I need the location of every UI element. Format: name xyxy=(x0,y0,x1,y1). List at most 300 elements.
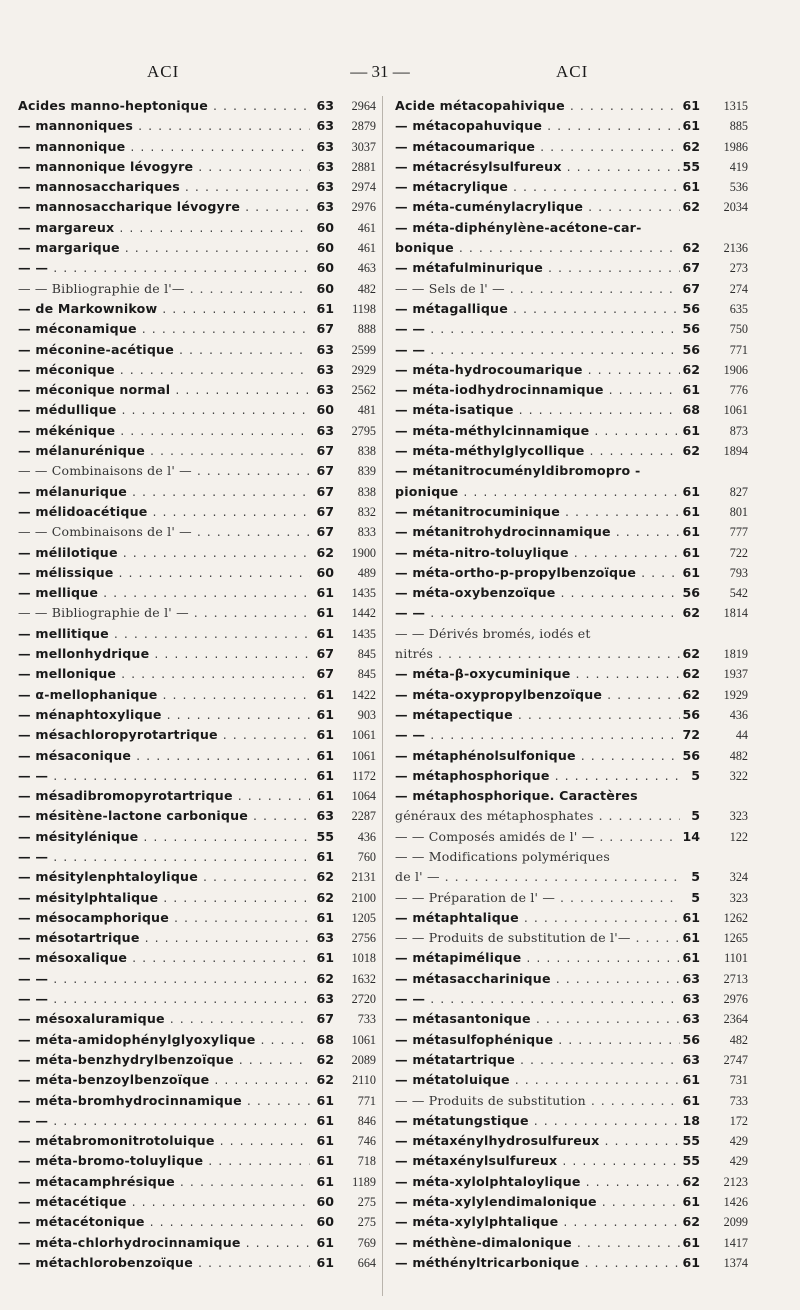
entry-volume: 62 xyxy=(682,443,700,459)
entry-term: — mésoxalique . . . xyxy=(18,948,310,968)
index-entry xyxy=(18,705,378,725)
index-entry xyxy=(395,279,750,299)
index-entry xyxy=(18,1050,378,1070)
entry-volume: 61 xyxy=(316,848,334,864)
entry-volume: 62 xyxy=(682,605,700,621)
index-entry xyxy=(18,664,378,684)
entry-term: — méta-bromo-toluylique . . . xyxy=(18,1151,310,1171)
entry-term: — méta-méthylcinnamique . . . xyxy=(395,421,680,441)
entry-page: 1900 xyxy=(351,545,376,560)
index-entry xyxy=(395,989,750,1009)
entry-volume: 61 xyxy=(316,767,334,783)
entry-term: — — Préparation de l' — . . . xyxy=(395,888,680,908)
entry-term: — α-mellophanique . . . xyxy=(18,685,310,705)
entry-term: — métatoluique . . . xyxy=(395,1070,680,1090)
entry-page: 845 xyxy=(357,647,376,662)
entry-page: 1101 xyxy=(724,951,748,966)
index-entry xyxy=(18,177,378,197)
entry-page: 664 xyxy=(357,1255,376,1270)
entry-volume: 67 xyxy=(316,483,334,499)
entry-volume: 55 xyxy=(682,158,700,174)
index-entry xyxy=(18,116,378,136)
entry-term: — mélanurénique . . . xyxy=(18,441,310,461)
index-entry xyxy=(18,1233,378,1253)
index-entry xyxy=(18,766,378,786)
entry-page: 275 xyxy=(357,1215,376,1230)
entry-page: 44 xyxy=(735,728,748,743)
entry-term: — — Sels de l' — . . . xyxy=(395,279,680,299)
entry-volume: 61 xyxy=(316,727,334,743)
entry-volume: 62 xyxy=(316,869,334,885)
entry-volume: 67 xyxy=(316,443,334,459)
entry-page: 1018 xyxy=(351,951,376,966)
index-entry xyxy=(395,340,750,360)
entry-volume: 61 xyxy=(316,1254,334,1270)
entry-page: 482 xyxy=(357,281,376,296)
running-header xyxy=(0,62,800,86)
index-entry xyxy=(18,786,378,806)
entry-term: — — . . . xyxy=(18,766,310,786)
index-entry xyxy=(395,319,750,339)
entry-volume: 56 xyxy=(682,321,700,337)
entry-volume: 62 xyxy=(682,646,700,662)
entry-page: 172 xyxy=(729,1113,748,1128)
entry-page: 2720 xyxy=(351,992,376,1007)
entry-page: 2747 xyxy=(723,1052,748,1067)
entry-page: 536 xyxy=(729,180,748,195)
index-entry xyxy=(395,705,750,725)
entry-volume: 62 xyxy=(316,889,334,905)
entry-volume: 67 xyxy=(682,260,700,276)
entry-page: 461 xyxy=(357,220,376,235)
entry-page: 903 xyxy=(357,707,376,722)
index-entry xyxy=(18,441,378,461)
index-entry xyxy=(18,1172,378,1192)
entry-page: 1894 xyxy=(723,444,748,459)
entry-term: — méta-hydrocoumarique . . . xyxy=(395,360,680,380)
entry-page: 2599 xyxy=(351,342,376,357)
index-entry xyxy=(18,1192,378,1212)
entry-volume: 62 xyxy=(682,1173,700,1189)
index-entry xyxy=(18,1111,378,1131)
index-entry xyxy=(395,725,750,745)
index-entry xyxy=(395,238,750,258)
entry-term: — mannonique lévogyre . . . xyxy=(18,157,310,177)
entry-volume: 60 xyxy=(316,402,334,418)
entry-volume: 61 xyxy=(316,706,334,722)
entry-page: 838 xyxy=(357,444,376,459)
entry-term: — métacrésylsulfureux . . . xyxy=(395,157,680,177)
index-entry xyxy=(395,522,750,542)
entry-term: — mellonhydrique . . . xyxy=(18,644,310,664)
index-entry xyxy=(18,543,378,563)
entry-term: — méthényltricarbonique . . . xyxy=(395,1253,680,1273)
entry-page: 1819 xyxy=(723,647,748,662)
entry-volume: 63 xyxy=(682,1051,700,1067)
entry-page: 2929 xyxy=(351,362,376,377)
entry-volume: 61 xyxy=(316,1092,334,1108)
entry-page: 733 xyxy=(357,1012,376,1027)
index-entry xyxy=(395,543,750,563)
entry-page: 2100 xyxy=(351,890,376,905)
entry-term: Acides manno-heptonique . . . xyxy=(18,96,310,116)
entry-term: — mésocamphorique . . . xyxy=(18,908,310,928)
entry-volume: 61 xyxy=(682,422,700,438)
entry-term: — métaphénolsulfonique . . . xyxy=(395,746,680,766)
entry-term: — — Combinaisons de l' — . . . xyxy=(18,461,310,481)
header-right-keyword: ACI xyxy=(556,62,589,81)
entry-term: — — . . . xyxy=(18,1111,310,1131)
index-entry xyxy=(18,583,378,603)
entry-term: — — . . . xyxy=(395,603,680,623)
entry-page: 2110 xyxy=(352,1073,376,1088)
entry-page: 1198 xyxy=(352,301,376,316)
entry-page: 722 xyxy=(729,545,748,560)
entry-volume: 63 xyxy=(316,361,334,377)
index-entry xyxy=(18,279,378,299)
entry-term: — margarique . . . xyxy=(18,238,310,258)
index-entry xyxy=(395,624,750,644)
index-entry xyxy=(18,725,378,745)
entry-page: 2964 xyxy=(351,99,376,113)
entry-term: — mésaconique . . . xyxy=(18,746,310,766)
index-entry xyxy=(395,1030,750,1050)
entry-term: — médullique . . . xyxy=(18,400,310,420)
entry-volume: 5 xyxy=(691,869,700,885)
index-column-left xyxy=(18,96,378,1273)
entry-volume: 63 xyxy=(316,179,334,195)
entry-volume: 67 xyxy=(316,1011,334,1027)
entry-page: 1422 xyxy=(351,687,376,702)
entry-term: — mélanurique . . . xyxy=(18,482,310,502)
index-entry xyxy=(395,888,750,908)
entry-page: 1061 xyxy=(723,403,748,418)
entry-term: pionique . . . xyxy=(395,482,680,502)
index-entry xyxy=(395,1009,750,1029)
entry-volume: 63 xyxy=(316,382,334,398)
entry-page: 760 xyxy=(357,849,376,864)
index-entry xyxy=(395,421,750,441)
index-entry xyxy=(395,400,750,420)
index-entry xyxy=(395,786,750,806)
index-entry xyxy=(18,299,378,319)
entry-page: 122 xyxy=(729,829,748,844)
index-entry xyxy=(395,644,750,664)
index-entry xyxy=(395,928,750,948)
index-entry xyxy=(395,1233,750,1253)
entry-volume: 56 xyxy=(682,706,700,722)
entry-volume: 61 xyxy=(682,1194,700,1210)
entry-volume: 60 xyxy=(316,219,334,235)
entry-term: — — . . . xyxy=(18,989,310,1009)
index-entry xyxy=(395,441,750,461)
entry-page: 846 xyxy=(357,1113,376,1128)
entry-term: — — Bibliographie de l' — . . . xyxy=(18,603,310,623)
entry-term: — métapectique . . . xyxy=(395,705,680,725)
index-entry xyxy=(395,603,750,623)
entry-term: — mannoniques . . . xyxy=(18,116,310,136)
entry-page: 482 xyxy=(729,748,748,763)
entry-term: — — . . . xyxy=(18,847,310,867)
entry-volume: 61 xyxy=(316,788,334,804)
entry-volume: 62 xyxy=(682,138,700,154)
entry-volume: 62 xyxy=(682,686,700,702)
index-entry xyxy=(18,685,378,705)
index-entry xyxy=(395,197,750,217)
index-entry xyxy=(18,1151,378,1171)
index-entry xyxy=(18,258,378,278)
index-entry xyxy=(395,1050,750,1070)
entry-volume: 5 xyxy=(691,767,700,783)
entry-page: 1374 xyxy=(723,1255,748,1270)
entry-volume: 61 xyxy=(316,605,334,621)
entry-term: — métaphosphorique . . . xyxy=(395,766,680,786)
entry-volume: 61 xyxy=(682,930,700,946)
index-entry xyxy=(18,989,378,1009)
entry-term: — méta-iodhydrocinnamique . . . xyxy=(395,380,680,400)
entry-volume: 56 xyxy=(682,341,700,357)
entry-term: de l' — . . . xyxy=(395,867,680,887)
entry-volume: 60 xyxy=(316,564,334,580)
index-entry xyxy=(18,197,378,217)
entry-term: — métagallique . . . xyxy=(395,299,680,319)
entry-term: — méta-β-oxycuminique . . . xyxy=(395,664,680,684)
entry-volume: 61 xyxy=(682,382,700,398)
entry-term: — — . . . xyxy=(395,725,680,745)
entry-term: — ménaphtoxylique . . . xyxy=(18,705,310,725)
entry-page: 1061 xyxy=(351,748,376,763)
entry-page: 1814 xyxy=(723,606,748,621)
index-entry xyxy=(395,1131,750,1151)
entry-term: — métacétonique . . . xyxy=(18,1212,310,1232)
index-entry xyxy=(395,847,750,867)
index-entry xyxy=(18,157,378,177)
entry-term: — mélidoacétique . . . xyxy=(18,502,310,522)
index-entry xyxy=(395,867,750,887)
entry-term: — — Dérivés bromés, iodés et xyxy=(395,625,591,641)
index-entry xyxy=(395,969,750,989)
entry-volume: 68 xyxy=(316,1031,334,1047)
entry-volume: 62 xyxy=(316,1051,334,1067)
entry-volume: 61 xyxy=(316,300,334,316)
entry-volume: 61 xyxy=(682,98,700,113)
entry-term: — mannosaccharique lévogyre . . . xyxy=(18,197,310,217)
entry-page: 1061 xyxy=(351,1032,376,1047)
entry-volume: 60 xyxy=(316,240,334,256)
entry-page: 2123 xyxy=(723,1174,748,1189)
entry-term: — — . . . xyxy=(395,989,680,1009)
index-entry xyxy=(18,96,378,116)
entry-term: — — Produits de substitution de l'— . . . xyxy=(395,928,680,948)
index-entry xyxy=(18,928,378,948)
entry-volume: 61 xyxy=(682,524,700,540)
entry-page: 2976 xyxy=(723,992,748,1007)
entry-term: — mellitique . . . xyxy=(18,624,310,644)
entry-term: — méta-isatique . . . xyxy=(395,400,680,420)
entry-term: — méta-benzhydrylbenzoïque . . . xyxy=(18,1050,310,1070)
entry-term: — mésachloropyrotartrique . . . xyxy=(18,725,310,745)
entry-term: — mannosacchariques . . . xyxy=(18,177,310,197)
entry-page: 1937 xyxy=(723,667,748,682)
entry-term: — méta-xylylphtalique . . . xyxy=(395,1212,680,1232)
entry-page: 733 xyxy=(729,1093,748,1108)
index-entry xyxy=(18,847,378,867)
entry-page: 436 xyxy=(357,829,376,844)
entry-term: — métacamphrésique . . . xyxy=(18,1172,310,1192)
entry-page: 838 xyxy=(357,484,376,499)
entry-term: — métatungstique . . . xyxy=(395,1111,680,1131)
entry-term: — méta-bromhydrocinnamique . . . xyxy=(18,1091,310,1111)
index-entry xyxy=(18,1070,378,1090)
index-entry xyxy=(395,1212,750,1232)
entry-volume: 55 xyxy=(316,828,334,844)
entry-term: — métanitrohydrocinnamique . . . xyxy=(395,522,680,542)
entry-page: 2136 xyxy=(723,241,748,256)
entry-page: 461 xyxy=(357,241,376,256)
entry-term: — — Produits de substitution . . . xyxy=(395,1091,680,1111)
index-entry xyxy=(18,218,378,238)
entry-volume: 61 xyxy=(316,625,334,641)
entry-page: 2976 xyxy=(351,200,376,215)
entry-page: 273 xyxy=(729,261,748,276)
entry-term: — méconine-acétique . . . xyxy=(18,340,310,360)
entry-volume: 62 xyxy=(316,544,334,560)
index-entry xyxy=(18,1009,378,1029)
index-entry xyxy=(18,806,378,826)
entry-term: — méta-chlorhydrocinnamique . . . xyxy=(18,1233,310,1253)
entry-volume: 61 xyxy=(682,564,700,580)
entry-volume: 67 xyxy=(316,666,334,682)
index-entry xyxy=(395,218,750,238)
entry-volume: 63 xyxy=(682,970,700,986)
index-entry xyxy=(18,969,378,989)
entry-page: 1205 xyxy=(351,910,376,925)
entry-term: — mésitylphtalique . . . xyxy=(18,888,310,908)
entry-page: 2756 xyxy=(351,931,376,946)
entry-volume: 67 xyxy=(316,503,334,519)
entry-page: 1265 xyxy=(723,931,748,946)
header-left-keyword: ACI xyxy=(147,62,180,81)
entry-term: — métanitrocuminique . . . xyxy=(395,502,680,522)
entry-page: 888 xyxy=(357,322,376,337)
entry-volume: 63 xyxy=(316,98,334,113)
entry-term: — — Composés amidés de l' — . . . xyxy=(395,827,680,847)
index-entry xyxy=(395,380,750,400)
entry-volume: 61 xyxy=(316,1133,334,1149)
entry-term: — mellique . . . xyxy=(18,583,310,603)
entry-term: — mékénique . . . xyxy=(18,421,310,441)
entry-volume: 61 xyxy=(316,747,334,763)
entry-volume: 62 xyxy=(682,361,700,377)
index-entry xyxy=(18,1030,378,1050)
entry-term: — méta-oxypropylbenzoïque . . . xyxy=(395,685,680,705)
entry-page: 746 xyxy=(357,1134,376,1149)
entry-page: 2562 xyxy=(351,383,376,398)
entry-page: 275 xyxy=(357,1195,376,1210)
index-entry xyxy=(395,685,750,705)
entry-page: 750 xyxy=(729,322,748,337)
entry-page: 833 xyxy=(357,525,376,540)
entry-term: — méta-xylolphtaloylique . . . xyxy=(395,1172,680,1192)
entry-term: — métasantonique . . . xyxy=(395,1009,680,1029)
entry-term: — méta-méthylglycollique . . . xyxy=(395,441,680,461)
entry-volume: 67 xyxy=(316,646,334,662)
entry-page: 323 xyxy=(729,809,748,824)
entry-page: 2974 xyxy=(351,180,376,195)
entry-volume: 61 xyxy=(316,1153,334,1169)
entry-term: — métaphosphorique. Caractères xyxy=(395,788,638,804)
entry-volume: 63 xyxy=(316,138,334,154)
entry-page: 1426 xyxy=(723,1195,748,1210)
entry-page: 839 xyxy=(357,464,376,479)
entry-volume: 60 xyxy=(316,260,334,276)
index-entry xyxy=(395,1151,750,1171)
entry-volume: 55 xyxy=(682,1153,700,1169)
index-entry xyxy=(18,908,378,928)
entry-page: 1064 xyxy=(351,789,376,804)
index-entry xyxy=(395,299,750,319)
entry-page: 2881 xyxy=(351,159,376,174)
index-entry xyxy=(395,766,750,786)
entry-volume: 67 xyxy=(316,321,334,337)
entry-page: 731 xyxy=(729,1073,748,1088)
index-entry xyxy=(18,319,378,339)
entry-volume: 61 xyxy=(682,483,700,499)
entry-volume: 56 xyxy=(682,585,700,601)
entry-page: 1262 xyxy=(723,910,748,925)
entry-page: 1986 xyxy=(723,139,748,154)
entry-page: 436 xyxy=(729,707,748,722)
entry-page: 801 xyxy=(729,504,748,519)
entry-volume: 61 xyxy=(682,1072,700,1088)
entry-page: 771 xyxy=(357,1093,376,1108)
entry-page: 1315 xyxy=(723,99,748,113)
entry-term: — métasaccharinique . . . xyxy=(395,969,680,989)
index-entry xyxy=(18,340,378,360)
index-entry xyxy=(18,948,378,968)
index-entry xyxy=(395,583,750,603)
entry-volume: 63 xyxy=(316,199,334,215)
entry-volume: 56 xyxy=(682,1031,700,1047)
entry-volume: 5 xyxy=(691,889,700,905)
index-entry xyxy=(395,482,750,502)
entry-term: — — . . . xyxy=(18,258,310,278)
entry-term: — méta-benzoylbenzoïque . . . xyxy=(18,1070,310,1090)
index-entry xyxy=(395,96,750,116)
index-entry xyxy=(395,1091,750,1111)
entry-page: 1632 xyxy=(351,971,376,986)
entry-page: 1906 xyxy=(723,362,748,377)
entry-volume: 61 xyxy=(316,909,334,925)
entry-page: 1061 xyxy=(351,728,376,743)
index-entry xyxy=(18,746,378,766)
entry-page: 873 xyxy=(729,423,748,438)
entry-page: 3037 xyxy=(351,139,376,154)
index-entry xyxy=(395,1172,750,1192)
entry-term: généraux des métaphosphates . . . xyxy=(395,806,680,826)
entry-volume: 63 xyxy=(316,118,334,134)
entry-volume: 63 xyxy=(316,808,334,824)
entry-page: 1929 xyxy=(723,687,748,702)
entry-volume: 63 xyxy=(316,930,334,946)
index-entry xyxy=(395,1070,750,1090)
index-entry xyxy=(18,867,378,887)
entry-page: 2795 xyxy=(351,423,376,438)
entry-term: — — Modifications polymériques xyxy=(395,848,611,864)
entry-term: — métafulminurique . . . xyxy=(395,258,680,278)
index-entry xyxy=(18,502,378,522)
entry-term: — méta-cuménylacrylique . . . xyxy=(395,197,680,217)
